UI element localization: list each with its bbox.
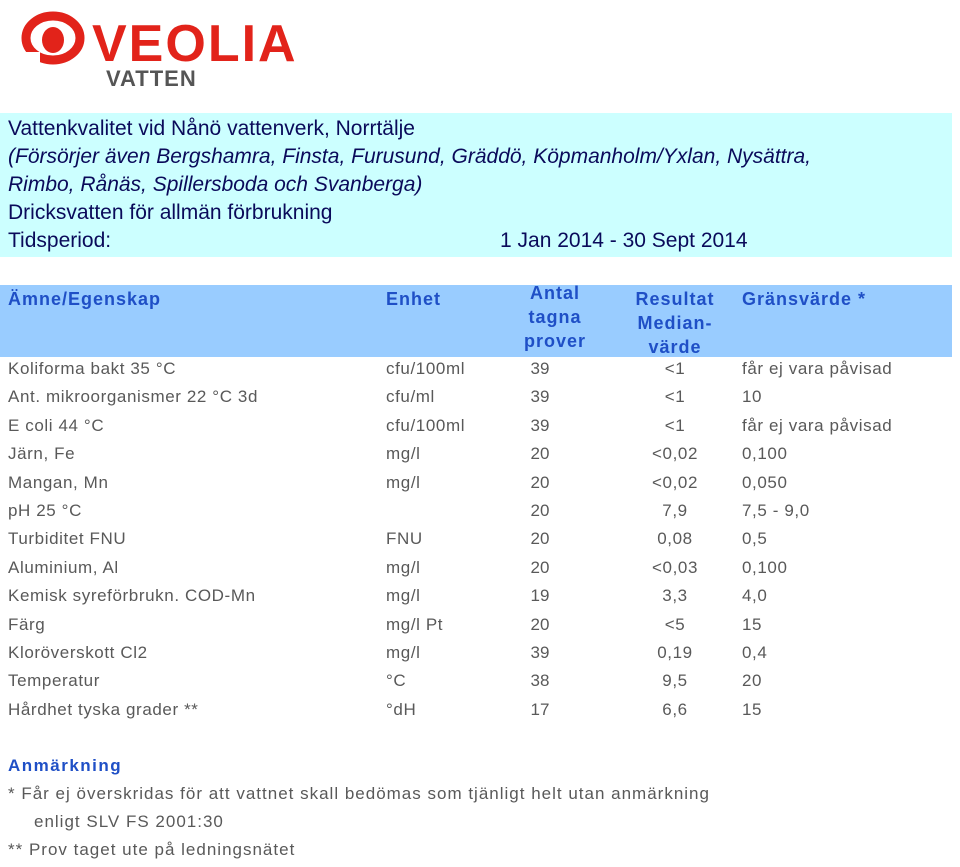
- water-usage: Dricksvatten för allmän förbrukning: [8, 201, 333, 224]
- row-name: Aluminium, Al: [8, 557, 119, 577]
- row-count: 20: [530, 529, 550, 549]
- remark-1: * Får ej överskridas för att vattnet skall bedömas som tjänligt helt utan anmärkning: [8, 784, 710, 803]
- table-row: [0, 412, 952, 440]
- supply-area-line-2: Rimbo, Rånäs, Spillersboda och Svanberga): [8, 173, 423, 196]
- table-row: [0, 696, 952, 724]
- row-name: Hårdhet tyska grader **: [8, 699, 199, 719]
- row-result: 7,9: [662, 500, 688, 520]
- row-count: 20: [530, 500, 550, 520]
- remarks-section: [8, 752, 948, 864]
- row-count: 20: [530, 444, 550, 464]
- row-count: 39: [530, 642, 550, 662]
- row-name: Ant. mikroorganismer 22 °C 3d: [8, 387, 259, 407]
- report-title: Vattenkvalitet vid Nånö vattenverk, Norrtälje: [8, 117, 415, 140]
- row-result: 0,08: [657, 529, 693, 549]
- veolia-logo: [18, 6, 308, 90]
- row-unit: FNU: [386, 529, 423, 549]
- row-limit: 20: [742, 671, 763, 691]
- row-limit: 0,5: [742, 529, 768, 549]
- row-unit: mg/l: [386, 557, 421, 577]
- row-name: pH 25 °C: [8, 500, 82, 520]
- col-limit: Gränsvärde *: [742, 289, 867, 309]
- row-count: 39: [530, 387, 550, 407]
- svg-text:VEOLIA: VEOLIA: [92, 15, 298, 73]
- row-result: 9,5: [662, 671, 688, 691]
- table-row: [0, 525, 952, 553]
- table-header: [0, 285, 952, 357]
- row-result: <0,02: [651, 472, 698, 492]
- row-result: <0,03: [651, 557, 698, 577]
- col-subject: Ämne/Egenskap: [8, 289, 162, 309]
- row-result: <1: [664, 415, 686, 435]
- row-result: <1: [664, 387, 686, 407]
- row-result: <0,02: [651, 444, 698, 464]
- row-limit: får ej vara påvisad: [742, 415, 893, 435]
- table-row: [0, 554, 952, 582]
- row-limit: 15: [742, 614, 763, 634]
- row-count: 39: [530, 359, 550, 378]
- supply-area-line-1: (Försörjer även Bergshamra, Finsta, Furusund, Gräddö, Köpmanholm/Yxlan, Nysättra,: [8, 145, 812, 168]
- row-unit: mg/l: [386, 472, 421, 492]
- col-unit: Enhet: [386, 289, 442, 309]
- row-limit: 0,050: [742, 472, 788, 492]
- row-result: 6,6: [662, 699, 688, 719]
- period-label: Tidsperiod:: [8, 229, 112, 252]
- table-row: [0, 469, 952, 497]
- table-row: [0, 611, 952, 639]
- row-unit: mg/l: [386, 642, 421, 662]
- col-result: Resultat Median-värde: [635, 289, 715, 357]
- row-count: 20: [530, 614, 550, 634]
- row-unit: mg/l Pt: [386, 614, 444, 634]
- row-name: Järn, Fe: [8, 444, 76, 464]
- row-name: Turbiditet FNU: [8, 529, 127, 549]
- row-limit: 0,100: [742, 557, 788, 577]
- row-count: 20: [530, 557, 550, 577]
- row-count: 38: [530, 671, 550, 691]
- table-row: [0, 497, 952, 525]
- row-name: Koliforma bakt 35 °C: [8, 359, 177, 378]
- table-row: [0, 355, 952, 383]
- row-limit: 0,100: [742, 444, 788, 464]
- row-limit: 15: [742, 699, 763, 719]
- row-unit: cfu/100ml: [386, 415, 466, 435]
- period-value: 1 Jan 2014 - 30 Sept 2014: [500, 229, 748, 252]
- row-unit: °C: [386, 671, 407, 691]
- row-result: <1: [664, 359, 686, 378]
- table-row: [0, 667, 952, 695]
- row-unit: mg/l: [386, 444, 421, 464]
- row-result: 3,3: [662, 586, 688, 606]
- row-name: Temperatur: [8, 671, 100, 691]
- row-limit: 7,5 - 9,0: [742, 500, 810, 520]
- table-row: [0, 440, 952, 468]
- row-name: Färg: [8, 614, 46, 634]
- row-limit: 0,4: [742, 642, 768, 662]
- table-row: [0, 383, 952, 411]
- row-name: Kemisk syreförbrukn. COD-Mn: [8, 586, 256, 606]
- remarks-title: Anmärkning: [8, 756, 123, 775]
- col-count: Antal tagna prover: [523, 283, 587, 351]
- row-limit: 4,0: [742, 586, 768, 606]
- veolia-logo-graphic: [18, 6, 308, 90]
- row-unit: °dH: [386, 699, 417, 719]
- row-count: 19: [530, 586, 550, 606]
- remark-2: ** Prov taget ute på ledningsnätet: [8, 840, 296, 859]
- row-limit: 10: [742, 387, 763, 407]
- report-header: [0, 113, 952, 257]
- row-count: 20: [530, 472, 550, 492]
- results-table: [0, 355, 952, 724]
- row-name: Mangan, Mn: [8, 472, 109, 492]
- row-count: 17: [530, 699, 550, 719]
- row-limit: får ej vara påvisad: [742, 359, 893, 378]
- table-row: [0, 582, 952, 610]
- row-unit: cfu/100ml: [386, 359, 466, 378]
- row-count: 39: [530, 415, 550, 435]
- remark-1-continued: enligt SLV FS 2001:30: [34, 812, 224, 831]
- row-name: Kloröverskott Cl2: [8, 642, 148, 662]
- row-result: 0,19: [657, 642, 693, 662]
- row-name: E coli 44 °C: [8, 415, 105, 435]
- svg-text:VATTEN: VATTEN: [106, 66, 197, 90]
- row-unit: mg/l: [386, 586, 421, 606]
- row-unit: cfu/ml: [386, 387, 435, 407]
- row-result: <5: [664, 614, 686, 634]
- table-row: [0, 639, 952, 667]
